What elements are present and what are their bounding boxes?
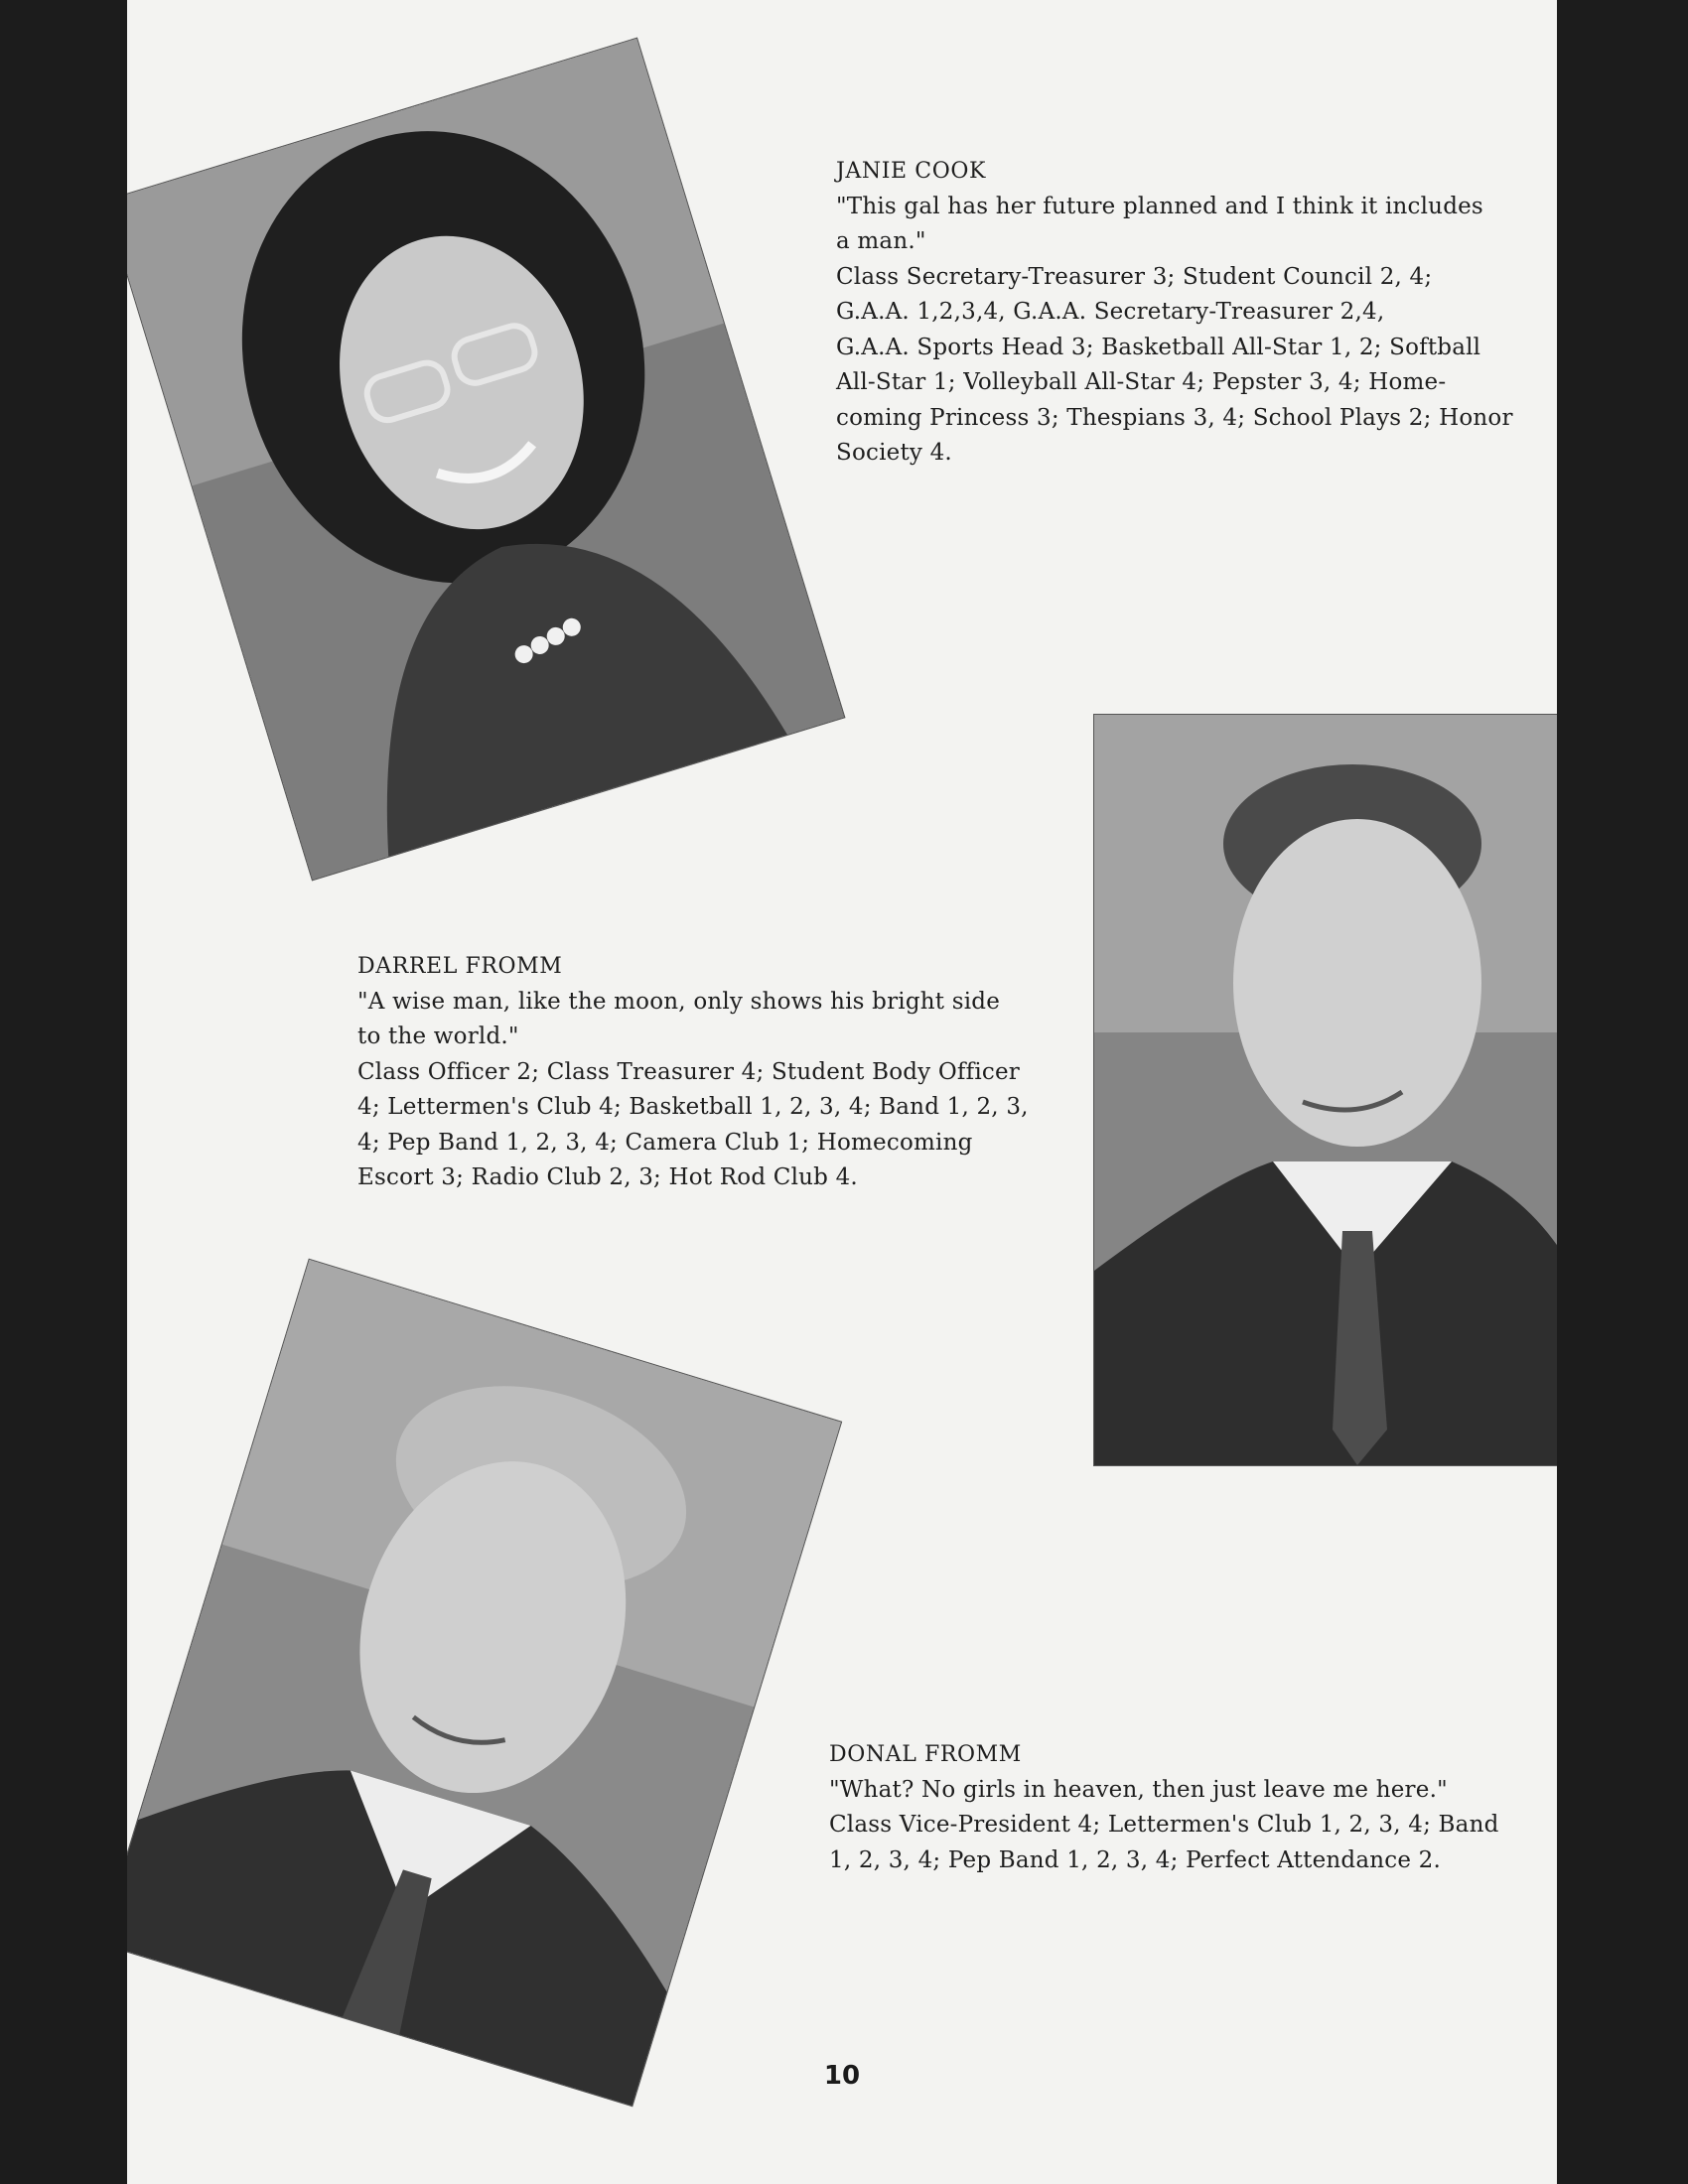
caption-line: to the world." (357, 1024, 519, 1049)
caption-line: Society 4. (836, 440, 952, 466)
caption-line: 4; Lettermen's Club 4; Basketball 1, 2, 3, 4; Band 1, 2, 3, (357, 1094, 1029, 1120)
caption-line: Escort 3; Radio Club 2, 3; Hot Rod Club 4. (357, 1164, 858, 1190)
portrait-illustration (127, 1260, 841, 2106)
portrait-photo-janie-cook (127, 39, 844, 880)
caption-line: G.A.A. Sports Head 3; Basketball All-Star 1, 2; Softball (836, 334, 1481, 360)
page-number: 10 (823, 2061, 861, 2091)
caption-donal-fromm (829, 1737, 1524, 1878)
portrait-photo-darrel-fromm (1094, 715, 1557, 1465)
portrait-photo-donal-fromm (127, 1260, 841, 2106)
caption-line: 1, 2, 3, 4; Pep Band 1, 2, 3, 4; Perfect Attendance 2. (829, 1846, 1441, 1873)
caption-line: "This gal has her future planned and I think it includes (836, 193, 1483, 219)
student-name: JANIE COOK (836, 159, 987, 184)
caption-line: G.A.A. 1,2,3,4, G.A.A. Secretary-Treasurer 2,4, (836, 299, 1385, 325)
caption-line: All-Star 1; Volleyball All-Star 4; Pepster 3, 4; Home- (836, 369, 1447, 395)
caption-line: a man." (836, 228, 926, 254)
yearbook-page (127, 0, 1557, 2184)
caption-darrel-fromm (357, 949, 1053, 1196)
caption-janie-cook (836, 154, 1531, 472)
caption-line: "What? No girls in heaven, then just leave me here." (829, 1776, 1448, 1803)
caption-line: Class Secretary-Treasurer 3; Student Council 2, 4; (836, 263, 1433, 290)
caption-line: 4; Pep Band 1, 2, 3, 4; Camera Club 1; Homecoming (357, 1129, 973, 1156)
caption-line: coming Princess 3; Thespians 3, 4; School Plays 2; Honor (836, 404, 1513, 431)
portrait-illustration (127, 39, 844, 880)
student-name: DONAL FROMM (829, 1742, 1022, 1767)
student-name: DARREL FROMM (357, 954, 563, 979)
caption-line: Class Officer 2; Class Treasurer 4; Student Body Officer (357, 1058, 1020, 1085)
caption-line: Class Vice-President 4; Lettermen's Club 1, 2, 3, 4; Band (829, 1812, 1499, 1838)
caption-line: "A wise man, like the moon, only shows his bright side (357, 988, 1001, 1015)
portrait-illustration (1094, 715, 1557, 1465)
